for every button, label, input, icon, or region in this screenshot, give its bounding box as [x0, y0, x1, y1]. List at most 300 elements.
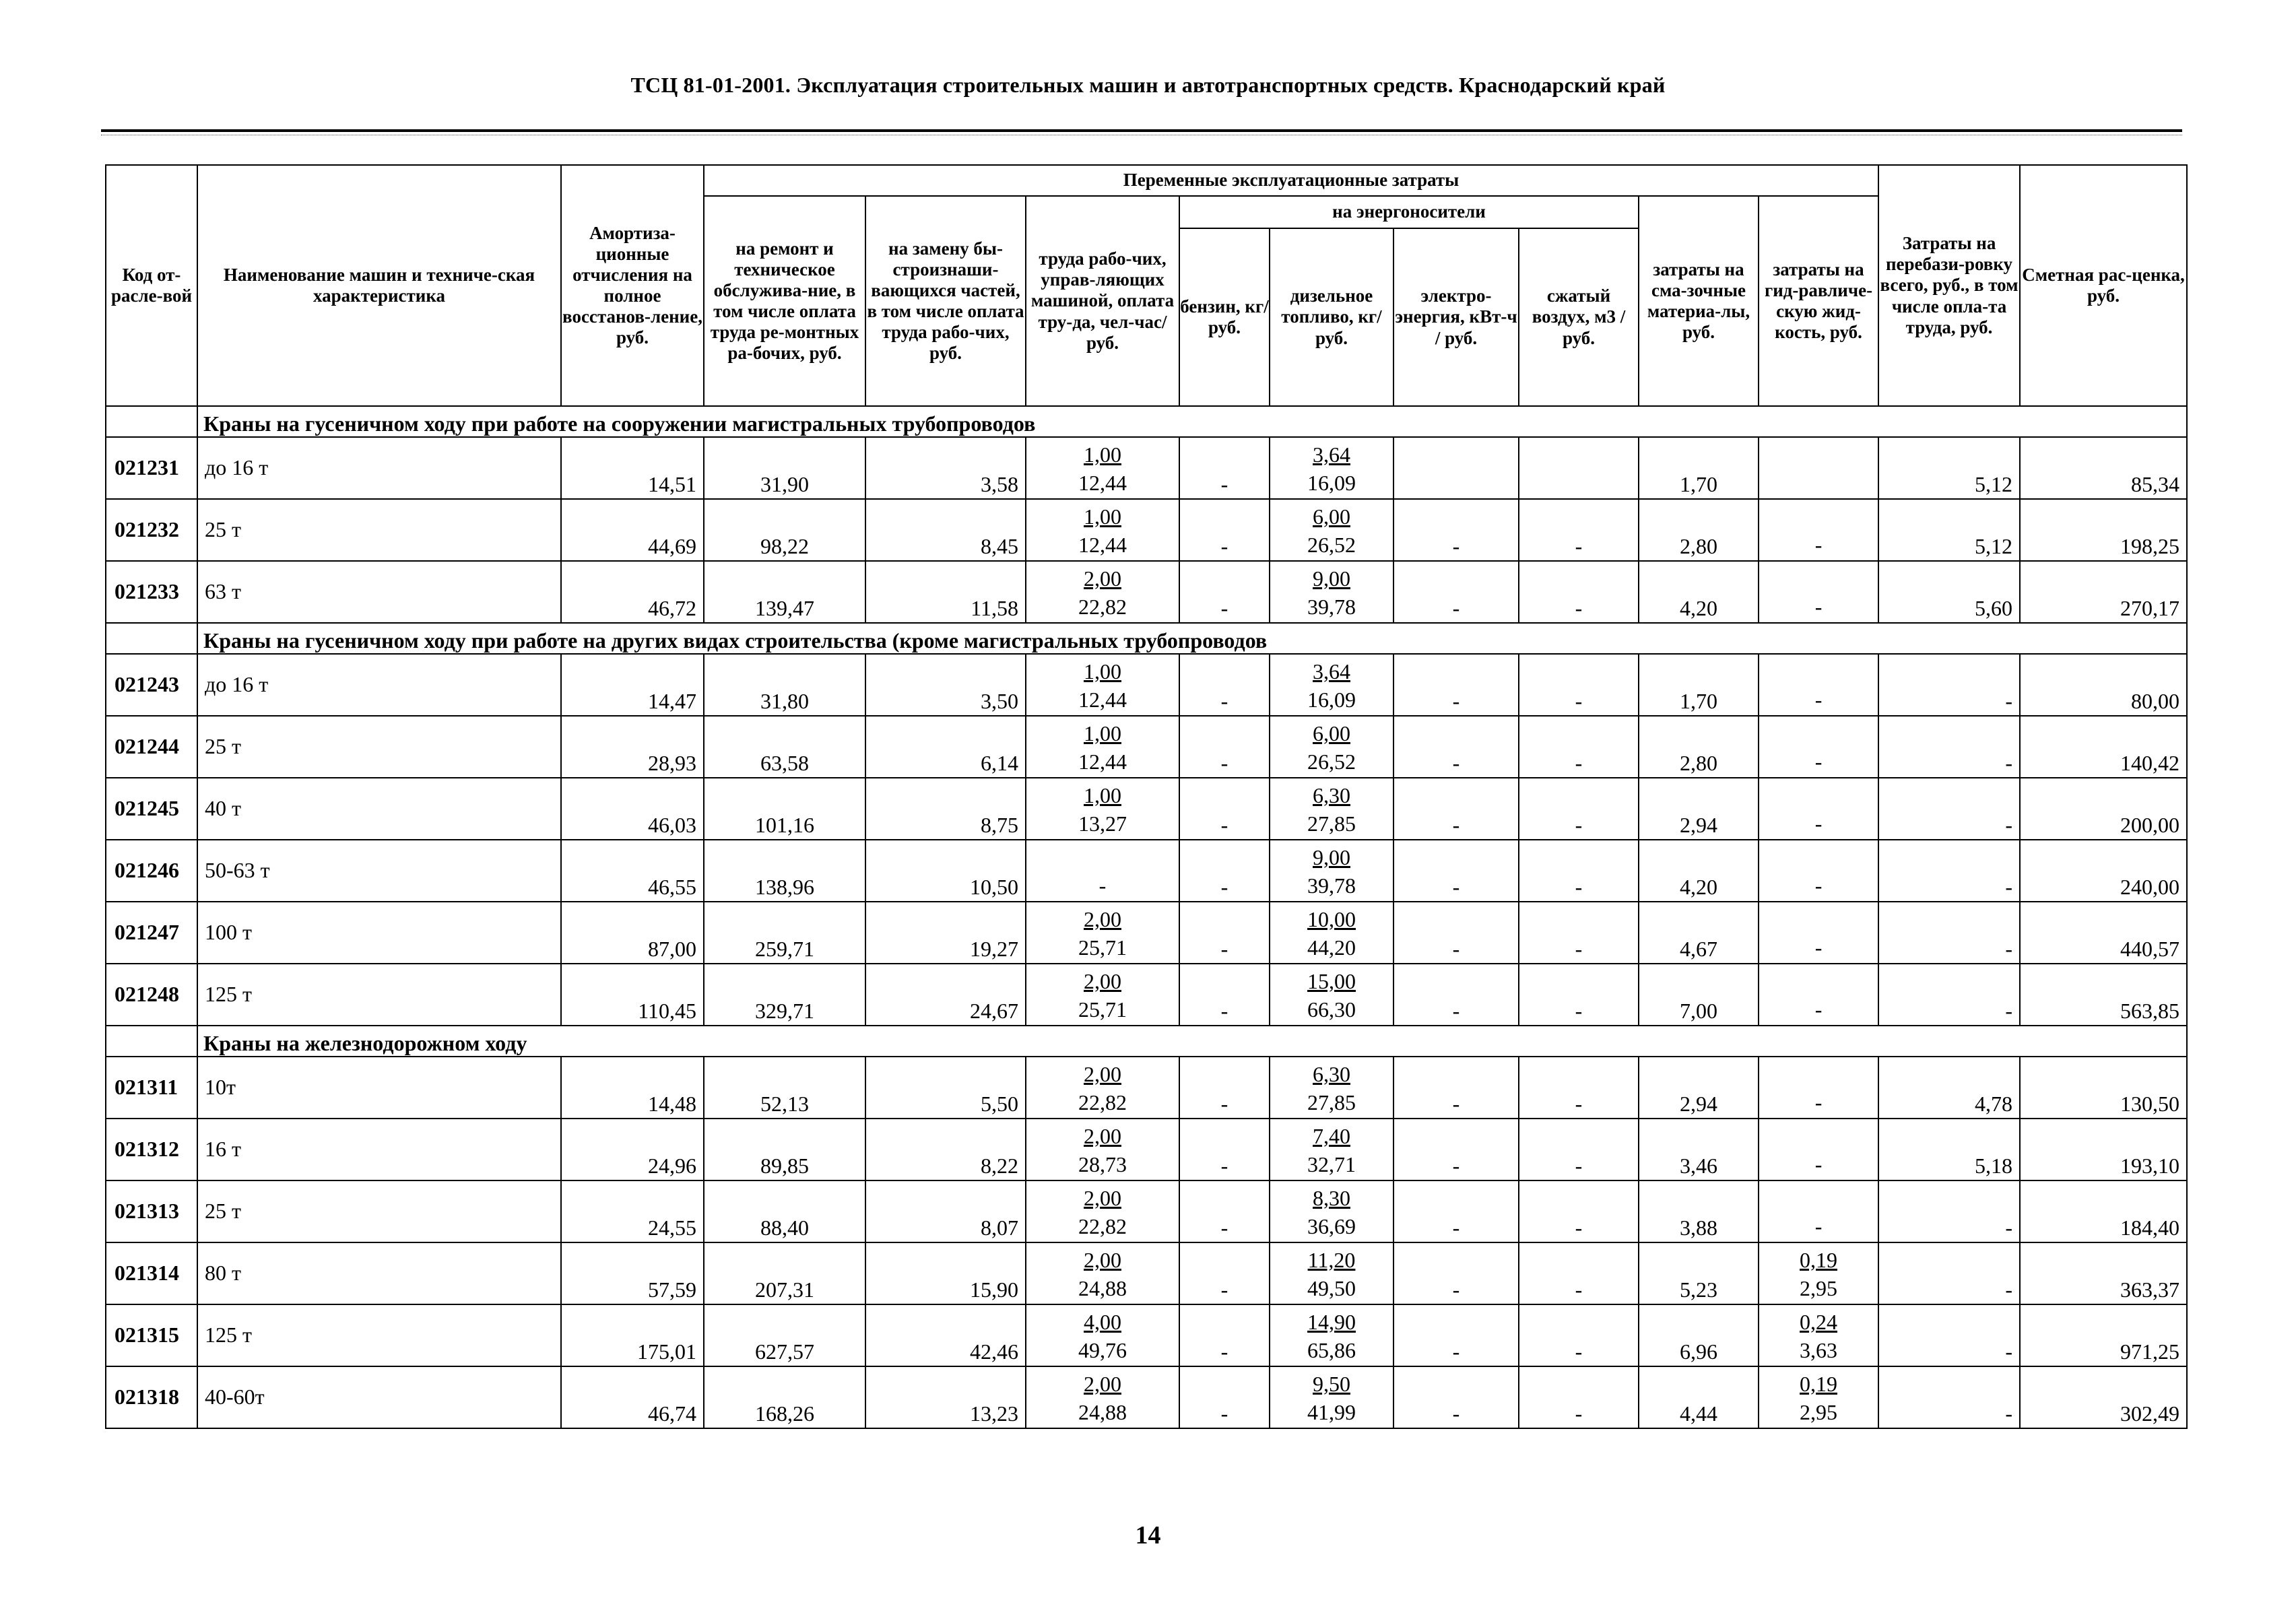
labor-value-top: 1,00 [1084, 783, 1121, 807]
repair-value: 139,47 [704, 561, 865, 623]
diesel-value-top: 7,40 [1313, 1124, 1350, 1148]
air-value: - [1519, 1304, 1639, 1366]
amortization-value: 46,72 [561, 561, 704, 623]
lubricants-value: 2,80 [1639, 499, 1759, 561]
repair-value: 88,40 [704, 1180, 865, 1242]
lubricants-value: 3,46 [1639, 1119, 1759, 1180]
replace-value: 3,58 [865, 437, 1026, 499]
replace-value: 15,90 [865, 1242, 1026, 1304]
labor-value-top: 1,00 [1084, 504, 1121, 529]
hydraulic-value-bottom: - [1814, 688, 1823, 712]
amortization-value: 57,59 [561, 1242, 704, 1304]
diesel-value-bottom: 27,85 [1307, 1090, 1356, 1114]
labor-value-bottom: 13,27 [1078, 811, 1127, 836]
lubricants-value: 1,70 [1639, 654, 1759, 716]
labor-value-top: 2,00 [1084, 566, 1121, 591]
labor-value-top: 2,00 [1084, 1248, 1121, 1272]
repair-value: 98,22 [704, 499, 865, 561]
amortization-value: 24,96 [561, 1119, 704, 1180]
header-labor: труда рабо-чих, управ-ляющих машиной, оплата тру-да, чел-час/руб. [1026, 196, 1179, 406]
labor-value [1026, 499, 1179, 561]
rate-value: 302,49 [2020, 1366, 2187, 1428]
lubricants-value: 3,88 [1639, 1180, 1759, 1242]
diesel-value-bottom: 65,86 [1307, 1338, 1356, 1362]
air-value: - [1519, 1057, 1639, 1119]
machine-code: 021231 [106, 437, 197, 499]
rate-value: 193,10 [2020, 1119, 2187, 1180]
repair-value: 168,26 [704, 1366, 865, 1428]
machine-code: 021313 [106, 1180, 197, 1242]
header-gasoline: бензин, кг/руб. [1179, 228, 1270, 406]
labor-value [1026, 1119, 1179, 1180]
machine-name: 125 т [197, 964, 561, 1026]
electric-value: - [1393, 716, 1519, 778]
labor-value [1026, 654, 1179, 716]
diesel-value [1270, 964, 1393, 1026]
rate-value: 200,00 [2020, 778, 2187, 840]
machine-code: 021244 [106, 716, 197, 778]
labor-value-bottom: 24,88 [1078, 1276, 1127, 1300]
machine-name: 63 т [197, 561, 561, 623]
relocation-value: - [1878, 778, 2020, 840]
section-title: Краны на гусеничном ходу при работе на других видах строительства (кроме магистральных трубопроводов [197, 623, 2187, 654]
gasoline-value: - [1179, 840, 1270, 902]
air-value: - [1519, 654, 1639, 716]
relocation-value: - [1878, 840, 2020, 902]
header-name: Наименование машин и техниче-ская характеристика [197, 165, 561, 406]
relocation-value: - [1878, 1242, 2020, 1304]
labor-value [1026, 437, 1179, 499]
gasoline-value: - [1179, 778, 1270, 840]
gasoline-value: - [1179, 902, 1270, 964]
machine-code: 021311 [106, 1057, 197, 1119]
header-repair: на ремонт и техническое обслужива-ние, в том числе оплата труда ре-монтных ра-бочих, руб. [704, 196, 865, 406]
relocation-value: - [1878, 1304, 2020, 1366]
amortization-value: 28,93 [561, 716, 704, 778]
machine-name: до 16 т [197, 654, 561, 716]
lubricants-value: 4,20 [1639, 840, 1759, 902]
rate-value: 198,25 [2020, 499, 2187, 561]
hydraulic-value-top: 0,19 [1800, 1248, 1838, 1272]
machine-code: 021314 [106, 1242, 197, 1304]
machine-name: 100 т [197, 902, 561, 964]
labor-value-top: 1,00 [1084, 442, 1121, 467]
table-row [106, 437, 2187, 499]
rate-value: 563,85 [2020, 964, 2187, 1026]
replace-value: 10,50 [865, 840, 1026, 902]
gasoline-value: - [1179, 716, 1270, 778]
hydraulic-value [1759, 964, 1878, 1026]
repair-value: 89,85 [704, 1119, 865, 1180]
labor-value [1026, 716, 1179, 778]
rate-value: 80,00 [2020, 654, 2187, 716]
electric-value: - [1393, 1057, 1519, 1119]
diesel-value [1270, 561, 1393, 623]
diesel-value [1270, 716, 1393, 778]
diesel-value [1270, 1304, 1393, 1366]
labor-value [1026, 561, 1179, 623]
replace-value: 24,67 [865, 964, 1026, 1026]
labor-value [1026, 1366, 1179, 1428]
diesel-value-top: 9,00 [1313, 845, 1350, 869]
diesel-value-bottom: 27,85 [1307, 811, 1356, 836]
electric-value: - [1393, 1242, 1519, 1304]
labor-value [1026, 1180, 1179, 1242]
air-value: - [1519, 902, 1639, 964]
electric-value [1393, 437, 1519, 499]
diesel-value [1270, 902, 1393, 964]
diesel-value-bottom: 16,09 [1307, 471, 1356, 495]
labor-value-bottom: 12,44 [1078, 471, 1127, 495]
hydraulic-value-bottom: - [1814, 1152, 1823, 1176]
repair-value: 138,96 [704, 840, 865, 902]
header-rule [101, 129, 2182, 132]
amortization-value: 14,47 [561, 654, 704, 716]
gasoline-value: - [1179, 654, 1270, 716]
amortization-value: 46,55 [561, 840, 704, 902]
gasoline-value: - [1179, 1304, 1270, 1366]
machine-code: 021243 [106, 654, 197, 716]
header-lubricants: затраты на сма-зочные материа-лы, руб. [1639, 196, 1759, 406]
replace-value: 6,14 [865, 716, 1026, 778]
cost-table [105, 164, 2188, 1429]
hydraulic-value-bottom: - [1814, 873, 1823, 898]
gasoline-value: - [1179, 499, 1270, 561]
hydraulic-value-bottom: - [1814, 533, 1823, 557]
amortization-value: 175,01 [561, 1304, 704, 1366]
diesel-value [1270, 1057, 1393, 1119]
labor-value-bottom: 12,44 [1078, 688, 1127, 712]
header-replace: на замену бы-строизнаши-вающихся частей, в том числе оплата труда рабо-чих, руб. [865, 196, 1026, 406]
diesel-value-bottom: 26,52 [1307, 533, 1356, 557]
diesel-value [1270, 1242, 1393, 1304]
repair-value: 207,31 [704, 1242, 865, 1304]
relocation-value: - [1878, 1366, 2020, 1428]
labor-value-top: 2,00 [1084, 1186, 1121, 1210]
table-row [106, 1180, 2187, 1242]
electric-value: - [1393, 1304, 1519, 1366]
diesel-value-top: 15,00 [1307, 969, 1356, 993]
electric-value: - [1393, 561, 1519, 623]
machine-name: 40-60т [197, 1366, 561, 1428]
amortization-value: 14,48 [561, 1057, 704, 1119]
table-row [106, 778, 2187, 840]
diesel-value-top: 10,00 [1307, 907, 1356, 931]
page-number: 14 [1135, 1521, 1161, 1550]
machine-name: 25 т [197, 716, 561, 778]
air-value: - [1519, 561, 1639, 623]
header-air: сжатый воздух, м3 / руб. [1519, 228, 1639, 406]
lubricants-value: 2,80 [1639, 716, 1759, 778]
gasoline-value: - [1179, 1366, 1270, 1428]
amortization-value: 44,69 [561, 499, 704, 561]
air-value: - [1519, 840, 1639, 902]
hydraulic-value [1759, 716, 1878, 778]
relocation-value: 5,18 [1878, 1119, 2020, 1180]
labor-value-bottom: 25,71 [1078, 997, 1127, 1022]
machine-name: 10т [197, 1057, 561, 1119]
diesel-value-bottom: 26,52 [1307, 750, 1356, 774]
gasoline-value: - [1179, 1180, 1270, 1242]
diesel-value [1270, 840, 1393, 902]
lubricants-value: 6,96 [1639, 1304, 1759, 1366]
lubricants-value: 4,44 [1639, 1366, 1759, 1428]
repair-value: 52,13 [704, 1057, 865, 1119]
table-row [106, 499, 2187, 561]
section-row [106, 406, 2187, 437]
replace-value: 8,45 [865, 499, 1026, 561]
machine-name: 50-63 т [197, 840, 561, 902]
air-value: - [1519, 499, 1639, 561]
air-value: - [1519, 716, 1639, 778]
repair-value: 31,90 [704, 437, 865, 499]
labor-value-bottom: 12,44 [1078, 750, 1127, 774]
rate-value: 270,17 [2020, 561, 2187, 623]
rate-value: 971,25 [2020, 1304, 2187, 1366]
labor-value-bottom: 22,82 [1078, 1214, 1127, 1238]
amortization-value: 14,51 [561, 437, 704, 499]
diesel-value-bottom: 39,78 [1307, 595, 1356, 619]
hydraulic-value-bottom: - [1814, 935, 1823, 960]
hydraulic-value [1759, 1057, 1878, 1119]
machine-code: 021315 [106, 1304, 197, 1366]
diesel-value-bottom: 16,09 [1307, 688, 1356, 712]
diesel-value [1270, 1119, 1393, 1180]
labor-value-bottom: 25,71 [1078, 935, 1127, 960]
diesel-value-top: 9,00 [1313, 566, 1350, 591]
diesel-value-bottom: 36,69 [1307, 1214, 1356, 1238]
diesel-value-bottom: 44,20 [1307, 935, 1356, 960]
electric-value: - [1393, 1366, 1519, 1428]
air-value: - [1519, 964, 1639, 1026]
machine-name: 25 т [197, 499, 561, 561]
electric-value: - [1393, 654, 1519, 716]
diesel-value-top: 11,20 [1307, 1248, 1356, 1272]
rate-value: 130,50 [2020, 1057, 2187, 1119]
labor-value-top: 2,00 [1084, 1372, 1121, 1396]
machine-code: 021247 [106, 902, 197, 964]
rate-value: 140,42 [2020, 716, 2187, 778]
machine-code: 021312 [106, 1119, 197, 1180]
labor-value-bottom: 22,82 [1078, 595, 1127, 619]
lubricants-value: 4,67 [1639, 902, 1759, 964]
diesel-value-bottom: 32,71 [1307, 1152, 1356, 1176]
lubricants-value: 2,94 [1639, 1057, 1759, 1119]
table-row [106, 1304, 2187, 1366]
hydraulic-value [1759, 1366, 1878, 1428]
diesel-value-top: 14,90 [1307, 1310, 1356, 1334]
section-code-cell [106, 623, 197, 654]
amortization-value: 46,03 [561, 778, 704, 840]
diesel-value [1270, 1366, 1393, 1428]
repair-value: 63,58 [704, 716, 865, 778]
lubricants-value: 7,00 [1639, 964, 1759, 1026]
header-variable-costs: Переменные эксплуатационные затраты [704, 165, 1878, 196]
table-row [106, 1366, 2187, 1428]
page-title: ТСЦ 81-01-2001. Эксплуатация строительных машин и автотранспортных средств. Краснодарский край [630, 73, 1666, 97]
diesel-value-top: 6,30 [1313, 783, 1350, 807]
hydraulic-value [1759, 840, 1878, 902]
labor-value-bottom: 12,44 [1078, 533, 1127, 557]
diesel-value [1270, 1180, 1393, 1242]
machine-name: 16 т [197, 1119, 561, 1180]
diesel-value-bottom: 39,78 [1307, 873, 1356, 898]
table-row [106, 716, 2187, 778]
table-row [106, 964, 2187, 1026]
machine-name: 80 т [197, 1242, 561, 1304]
labor-value [1026, 840, 1179, 902]
labor-value [1026, 778, 1179, 840]
header-electric: электро-энергия, кВт-ч / руб. [1393, 228, 1519, 406]
amortization-value: 87,00 [561, 902, 704, 964]
labor-value-bottom: - [1098, 873, 1107, 898]
section-row [106, 623, 2187, 654]
hydraulic-value-top: 0,19 [1800, 1372, 1838, 1396]
labor-value-top: 2,00 [1084, 907, 1121, 931]
electric-value: - [1393, 1119, 1519, 1180]
hydraulic-value [1759, 437, 1878, 499]
machine-code: 021248 [106, 964, 197, 1026]
gasoline-value: - [1179, 1242, 1270, 1304]
replace-value: 8,75 [865, 778, 1026, 840]
relocation-value: - [1878, 902, 2020, 964]
hydraulic-value [1759, 1119, 1878, 1180]
labor-value [1026, 902, 1179, 964]
relocation-value: 5,60 [1878, 561, 2020, 623]
replace-value: 8,22 [865, 1119, 1026, 1180]
replace-value: 8,07 [865, 1180, 1026, 1242]
lubricants-value: 4,20 [1639, 561, 1759, 623]
electric-value: - [1393, 778, 1519, 840]
lubricants-value: 1,70 [1639, 437, 1759, 499]
repair-value: 627,57 [704, 1304, 865, 1366]
diesel-value-bottom: 41,99 [1307, 1400, 1356, 1424]
labor-value-top: 1,00 [1084, 659, 1121, 684]
gasoline-value: - [1179, 1057, 1270, 1119]
diesel-value [1270, 654, 1393, 716]
relocation-value: 5,12 [1878, 499, 2020, 561]
rate-value: 184,40 [2020, 1180, 2187, 1242]
hydraulic-value-top: 0,24 [1800, 1310, 1838, 1334]
electric-value: - [1393, 840, 1519, 902]
labor-value-top: 2,00 [1084, 1124, 1121, 1148]
machine-name: 125 т [197, 1304, 561, 1366]
labor-value-top: 4,00 [1084, 1310, 1121, 1334]
diesel-value-top: 9,50 [1313, 1372, 1350, 1396]
machine-code: 021246 [106, 840, 197, 902]
diesel-value [1270, 437, 1393, 499]
table-row [106, 1119, 2187, 1180]
header-amortization: Амортиза-ционные отчисления на полное восстанов-ление, руб. [561, 165, 704, 406]
hydraulic-value-bottom: 2,95 [1800, 1400, 1838, 1424]
machine-code: 021318 [106, 1366, 197, 1428]
diesel-value-top: 6,00 [1313, 721, 1350, 745]
air-value: - [1519, 1180, 1639, 1242]
hydraulic-value [1759, 778, 1878, 840]
hydraulic-value-bottom: - [1814, 1090, 1823, 1114]
diesel-value-bottom: 66,30 [1307, 997, 1356, 1022]
labor-value-bottom: 28,73 [1078, 1152, 1127, 1176]
section-code-cell [106, 406, 197, 437]
repair-value: 31,80 [704, 654, 865, 716]
labor-value [1026, 1242, 1179, 1304]
amortization-value: 24,55 [561, 1180, 704, 1242]
diesel-value-top: 6,30 [1313, 1062, 1350, 1086]
table-body [106, 406, 2187, 1428]
machine-code: 021245 [106, 778, 197, 840]
air-value: - [1519, 1366, 1639, 1428]
repair-value: 101,16 [704, 778, 865, 840]
table-row [106, 561, 2187, 623]
section-title: Краны на гусеничном ходу при работе на сооружении магистральных трубопроводов [197, 406, 2187, 437]
replace-value: 19,27 [865, 902, 1026, 964]
relocation-value: - [1878, 654, 2020, 716]
relocation-value: - [1878, 716, 2020, 778]
hydraulic-value-bottom: - [1814, 1214, 1823, 1238]
hydraulic-value [1759, 1242, 1878, 1304]
hydraulic-value-bottom: - [1814, 595, 1823, 619]
table-row [106, 1057, 2187, 1119]
diesel-value-top: 3,64 [1313, 442, 1350, 467]
header-relocation: Затраты на перебази-ровку всего, руб., в том числе опла-та труда, руб. [1878, 165, 2020, 406]
rate-value: 440,57 [2020, 902, 2187, 964]
air-value: - [1519, 778, 1639, 840]
header-rate: Сметная рас-ценка, руб. [2020, 165, 2187, 406]
hydraulic-value [1759, 499, 1878, 561]
table-row [106, 840, 2187, 902]
rate-value: 363,37 [2020, 1242, 2187, 1304]
hydraulic-value [1759, 561, 1878, 623]
gasoline-value: - [1179, 437, 1270, 499]
labor-value-bottom: 24,88 [1078, 1400, 1127, 1424]
repair-value: 259,71 [704, 902, 865, 964]
replace-value: 3,50 [865, 654, 1026, 716]
hydraulic-value-bottom: - [1814, 997, 1823, 1022]
hydraulic-value [1759, 1180, 1878, 1242]
hydraulic-value [1759, 902, 1878, 964]
rate-value: 240,00 [2020, 840, 2187, 902]
header-diesel: дизельное топливо, кг/руб. [1270, 228, 1393, 406]
section-code-cell [106, 1026, 197, 1057]
replace-value: 42,46 [865, 1304, 1026, 1366]
diesel-value-bottom: 49,50 [1307, 1276, 1356, 1300]
replace-value: 5,50 [865, 1057, 1026, 1119]
header-energy: на энергоносители [1179, 196, 1639, 228]
electric-value: - [1393, 1180, 1519, 1242]
relocation-value: 4,78 [1878, 1057, 2020, 1119]
hydraulic-value-bottom: 3,63 [1800, 1338, 1838, 1362]
labor-value-top: 2,00 [1084, 1062, 1121, 1086]
amortization-value: 46,74 [561, 1366, 704, 1428]
machine-name: до 16 т [197, 437, 561, 499]
relocation-value: 5,12 [1878, 437, 2020, 499]
relocation-value: - [1878, 964, 2020, 1026]
diesel-value-top: 8,30 [1313, 1186, 1350, 1210]
hydraulic-value [1759, 1304, 1878, 1366]
air-value [1519, 437, 1639, 499]
relocation-value: - [1878, 1180, 2020, 1242]
hydraulic-value [1759, 654, 1878, 716]
electric-value: - [1393, 499, 1519, 561]
header-code: Код от-расле-вой [106, 165, 197, 406]
labor-value-top: 1,00 [1084, 721, 1121, 745]
labor-value-bottom: 22,82 [1078, 1090, 1127, 1114]
header-hydraulic: затраты на гид-равличе-скую жид-кость, руб. [1759, 196, 1878, 406]
lubricants-value: 5,23 [1639, 1242, 1759, 1304]
labor-value [1026, 964, 1179, 1026]
repair-value: 329,71 [704, 964, 865, 1026]
diesel-value [1270, 778, 1393, 840]
